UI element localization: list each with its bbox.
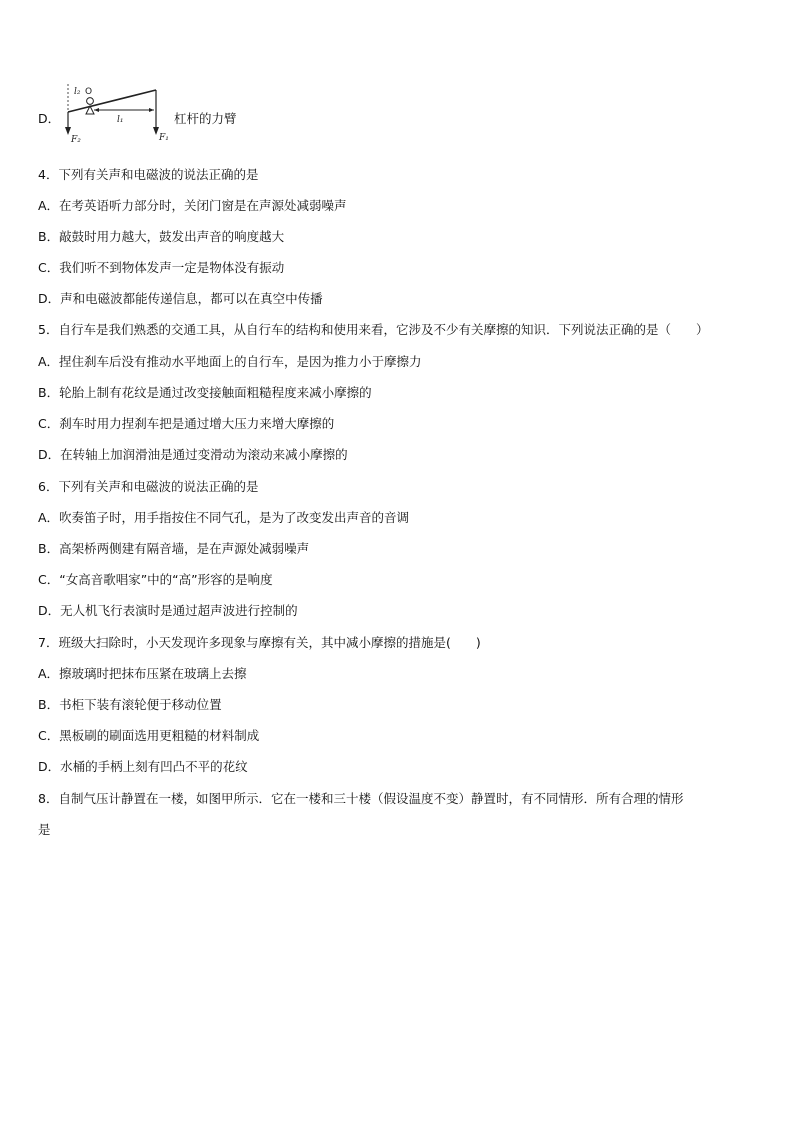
q6-stem: 6．下列有关声和电磁波的说法正确的是 [38,479,259,494]
q7-option-d: D．水桶的手柄上刻有凹凸不平的花纹 [38,759,248,774]
q4-option-c: C．我们听不到物体发声一定是物体没有振动 [38,260,285,275]
label-l1: l₁ [117,115,124,125]
label-l2: l₂ [74,87,81,97]
q8-stem-line2: 是 [38,822,51,837]
q7-stem: 7．班级大扫除时，小天发现许多现象与摩擦有关，其中减小摩擦的措施是( ) [38,635,481,650]
q6-option-d: D．无人机飞行表演时是通过超声波进行控制的 [38,603,298,618]
q4-stem: 4．下列有关声和电磁波的说法正确的是 [38,167,259,182]
pivot-o [87,98,94,105]
option-d-caption: 杠杆的力臂 [174,111,237,126]
q7-option-b: B．书柜下装有滚轮便于移动位置 [38,697,222,712]
q3-option-d [38,82,338,146]
l1-arrow-right [149,108,154,112]
q6-option-c: C．“女高音歌唱家”中的“高”形容的是响度 [38,572,273,587]
f2-arrow [65,127,71,135]
q5-option-d: D．在转轴上加润滑油是通过变滑动为滚动来减小摩擦的 [38,447,348,462]
label-o: O [85,87,93,97]
q7-option-a: A．擦玻璃时把抹布压紧在玻璃上去擦 [38,666,247,681]
label-f1: F₁ [159,133,169,143]
q4-option-b: B．敲鼓时用力越大，鼓发出声音的响度越大 [38,229,285,244]
lever-bar [68,90,156,112]
label-f2: F₂ [71,135,81,145]
q5-stem: 5．自行车是我们熟悉的交通工具，从自行车的结构和使用来看，它涉及不少有关摩擦的知识．下列说法正确的是（ ） [38,322,709,337]
q5-option-b: B．轮胎上制有花纹是通过改变接触面粗糙程度来减小摩擦的 [38,385,372,400]
q5-option-a: A．捏住刹车后没有推动水平地面上的自行车，是因为推力小于摩擦力 [38,354,422,369]
q8-stem-line1: 8．自制气压计静置在一楼，如图甲所示．它在一楼和三十楼（假设温度不变）静置时，有不同情形．所有合理的情形 [38,791,684,806]
q6-option-b: B．高架桥两侧建有隔音墙，是在声源处减弱噪声 [38,541,310,556]
q4-option-a: A．在考英语听力部分时，关闭门窗是在声源处减弱噪声 [38,198,347,213]
q7-option-c: C．黑板刷的刷面选用更粗糙的材料制成 [38,728,260,743]
l1-arrow-left [94,108,99,112]
option-label: D． [38,111,61,126]
q6-option-a: A．吹奏笛子时，用手指按住不同气孔，是为了改变发出声音的音调 [38,510,410,525]
lever-diagram [60,82,170,146]
q5-option-c: C．刹车时用力捏刹车把是通过增大压力来增大摩擦的 [38,416,335,431]
q4-option-d: D．声和电磁波都能传递信息，都可以在真空中传播 [38,291,323,306]
